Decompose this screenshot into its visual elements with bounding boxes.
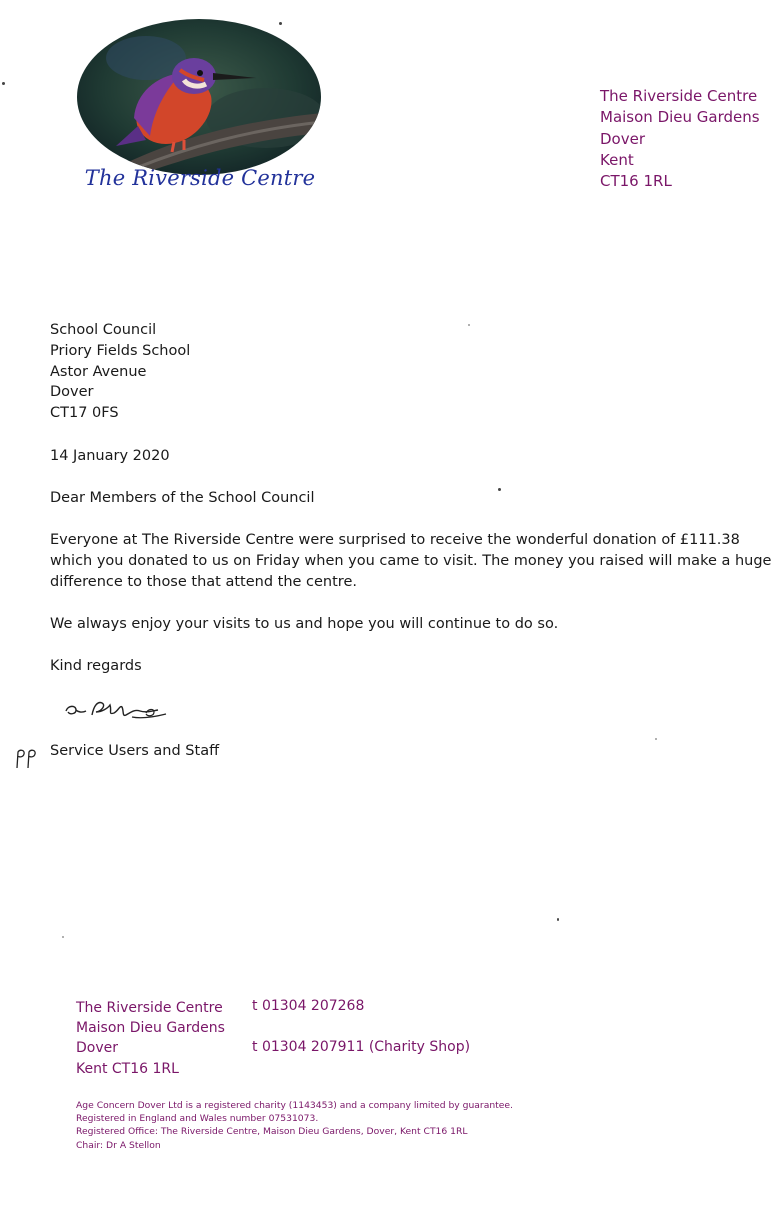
scan-speck bbox=[655, 738, 657, 740]
footer-address-line: The Riverside Centre bbox=[76, 1000, 223, 1016]
body-paragraph bbox=[50, 530, 770, 592]
pp-handwritten-mark bbox=[14, 746, 40, 770]
scan-speck bbox=[498, 488, 501, 491]
handwritten-signature bbox=[62, 695, 182, 725]
sender-address-line: The Riverside Centre bbox=[600, 87, 758, 105]
legal-line: Registered in England and Wales number 07531073. bbox=[76, 1113, 319, 1125]
footer-phone-shop: t 01304 207911 (Charity Shop) bbox=[252, 1039, 471, 1055]
salutation: Dear Members of the School Council bbox=[50, 490, 315, 506]
scan-speck bbox=[2, 82, 5, 85]
legal-line: Chair: Dr A Stellon bbox=[76, 1139, 161, 1149]
logo bbox=[70, 14, 330, 204]
sender-address-line: CT16 1RL bbox=[600, 172, 672, 191]
sender-address-line: Kent bbox=[600, 150, 634, 169]
paragraph-line: difference to those that attend the centre. bbox=[50, 573, 357, 590]
letter-date: 14 January 2020 bbox=[50, 448, 170, 464]
footer-address-line: Kent CT16 1RL bbox=[76, 1060, 179, 1077]
scan-speck bbox=[62, 936, 64, 938]
recipient-address-line: Priory Fields School bbox=[50, 342, 191, 359]
recipient-address bbox=[50, 320, 190, 424]
paragraph-line: which you donated to us on Friday when you came to visit. The money you raised will make a huge bbox=[50, 552, 772, 569]
footer-legal bbox=[76, 1099, 513, 1149]
legal-line: Registered Office: The Riverside Centre, Maison Dieu Gardens, Dover, Kent CT16 1RL bbox=[76, 1126, 468, 1138]
signatory: Service Users and Staff bbox=[50, 743, 220, 759]
kingfisher-logo-image bbox=[76, 18, 322, 176]
scan-speck bbox=[279, 22, 282, 25]
footer-address-line: Maison Dieu Gardens bbox=[76, 1020, 225, 1037]
legal-line: Age Concern Dover Ltd is a registered charity (1143453) and a company limited by guarantee. bbox=[76, 1100, 513, 1111]
footer-address bbox=[76, 998, 225, 1079]
footer-phone-main: t 01304 207268 bbox=[252, 998, 365, 1014]
scan-speck bbox=[468, 324, 470, 326]
recipient-address-line: Astor Avenue bbox=[50, 363, 147, 380]
sender-address bbox=[600, 86, 760, 192]
body-paragraph bbox=[50, 614, 770, 635]
recipient-address-line: Dover bbox=[50, 384, 94, 401]
logo-wordmark: The Riverside Centre bbox=[84, 166, 316, 190]
paragraph-line: We always enjoy your visits to us and hope you will continue to do so. bbox=[50, 616, 559, 632]
sender-address-line: Maison Dieu Gardens bbox=[600, 108, 760, 127]
footer-address-line: Dover bbox=[76, 1040, 118, 1057]
paragraph-line: Everyone at The Riverside Centre were surprised to receive the wonderful donation of £111.38 bbox=[50, 532, 740, 548]
recipient-address-line: School Council bbox=[50, 322, 157, 338]
scan-speck bbox=[557, 918, 559, 921]
recipient-address-line: CT17 0FS bbox=[50, 405, 119, 422]
sender-address-line: Dover bbox=[600, 129, 645, 148]
closing: Kind regards bbox=[50, 658, 142, 674]
